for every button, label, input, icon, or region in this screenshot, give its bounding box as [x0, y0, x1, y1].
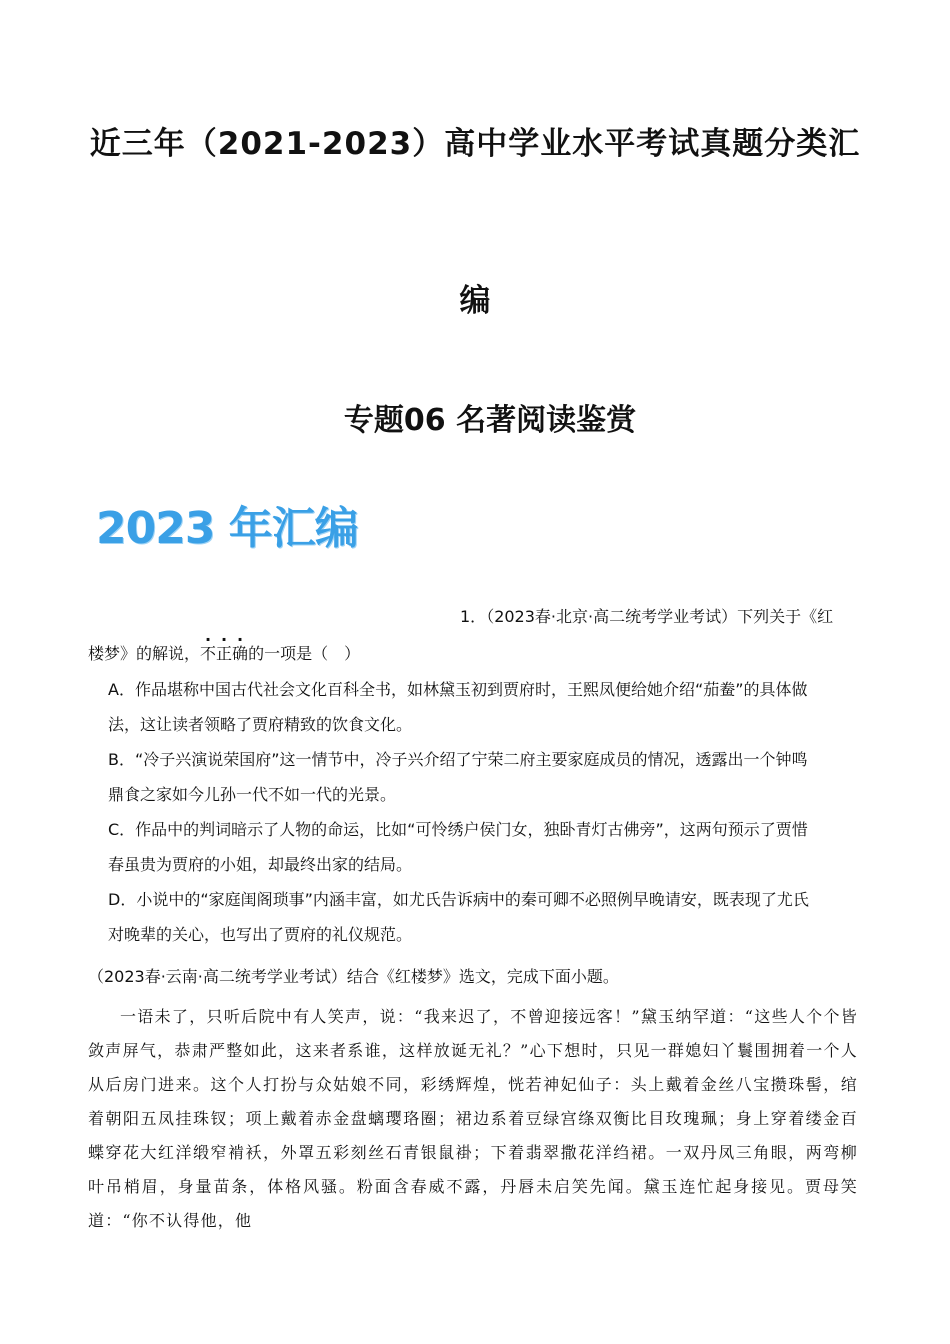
option-b-line2: 鼎食之家如今儿孙一代不如一代的光景。 [108, 785, 397, 804]
option-b-line1: B．“冷子兴演说荣国府”这一情节中，冷子兴介绍了宁荣二府主要家庭成员的情况，透露出一个钟鸣 [108, 750, 808, 769]
question-1-header [460, 604, 833, 627]
section-2-intro: （2023春·云南·高二统考学业考试）结合《红楼梦》选文，完成下面小题。 [88, 967, 619, 986]
document-title-line2: 编 [459, 283, 491, 319]
option-d-line1: D．小说中的“家庭闺阁琐事”内涵丰富，如尤氏告诉病中的秦可卿不必照例早晚请安，既表现了尤氏 [108, 890, 809, 909]
document-title-line1: 近三年（2021-2023）高中学业水平考试真题分类汇 [89, 126, 861, 162]
option-a-line2: 法，这让读者领略了贾府精致的饮食文化。 [108, 715, 413, 734]
year-banner: 2023 年汇编 [96, 503, 358, 554]
question-source: （2023春·北京·高二统考学业考试）下列关于《红 [486, 607, 834, 626]
option-d-line2: 对晚辈的关心，也写出了贾府的礼仪规范。 [108, 925, 413, 944]
emphasis-char: 确 [232, 644, 249, 663]
option-c-line2: 春虽贵为贾府的小姐，却最终出家的结局。 [108, 855, 413, 874]
option-a-line1: A．作品堪称中国古代社会文化百科全书，如林黛玉初到贾府时，王熙凤便给她介绍“茄鲞”的具体做 [108, 680, 808, 699]
stem-end: 的一项是（ ） [248, 644, 361, 663]
option-c-line1: C．作品中的判词暗示了人物的命运，比如“可怜绣户侯门女，独卧青灯古佛旁”，这两句预示了贾惜 [108, 820, 808, 839]
emphasis-char: 正 [216, 644, 233, 663]
question-number: 1． [460, 607, 487, 626]
stem-start: 楼梦》的解说， [88, 644, 201, 663]
question-1-stem [88, 641, 360, 664]
emphasis-char: 不 [200, 644, 217, 663]
reading-passage: 一语未了，只听后院中有人笑声，说：“我来迟了，不曾迎接远客！”黛玉纳罕道：“这些人个个皆敛声屏气，恭肃严整如此，这来者系谁，这样放诞无礼？”心下想时，只见一群媳妇丫鬟围拥着一个人从后房门进来。这个人打扮与众姑娘不同，彩绣辉煌，恍若神妃仙子：头上戴着金丝八宝攒珠髻，绾着朝阳五凤挂珠钗；项上戴着赤金盘螭璎珞圈；裙边系着豆绿宫绦双衡比目玫瑰珮；身上穿着缕金百蝶穿花大红洋缎窄褃袄，外罩五彩刻丝石青银鼠褂；下着翡翠撒花洋绉裙。一双丹凤三角眼，两弯柳叶吊梢眉，身量苗条，体格风骚。粉面含春威不露，丹唇未启笑先闻。黛玉连忙起身接见。贾母笑道：“你不认得他，他 [88, 1007, 858, 1230]
topic-subtitle: 专题06 名著阅读鉴赏 [343, 403, 637, 438]
